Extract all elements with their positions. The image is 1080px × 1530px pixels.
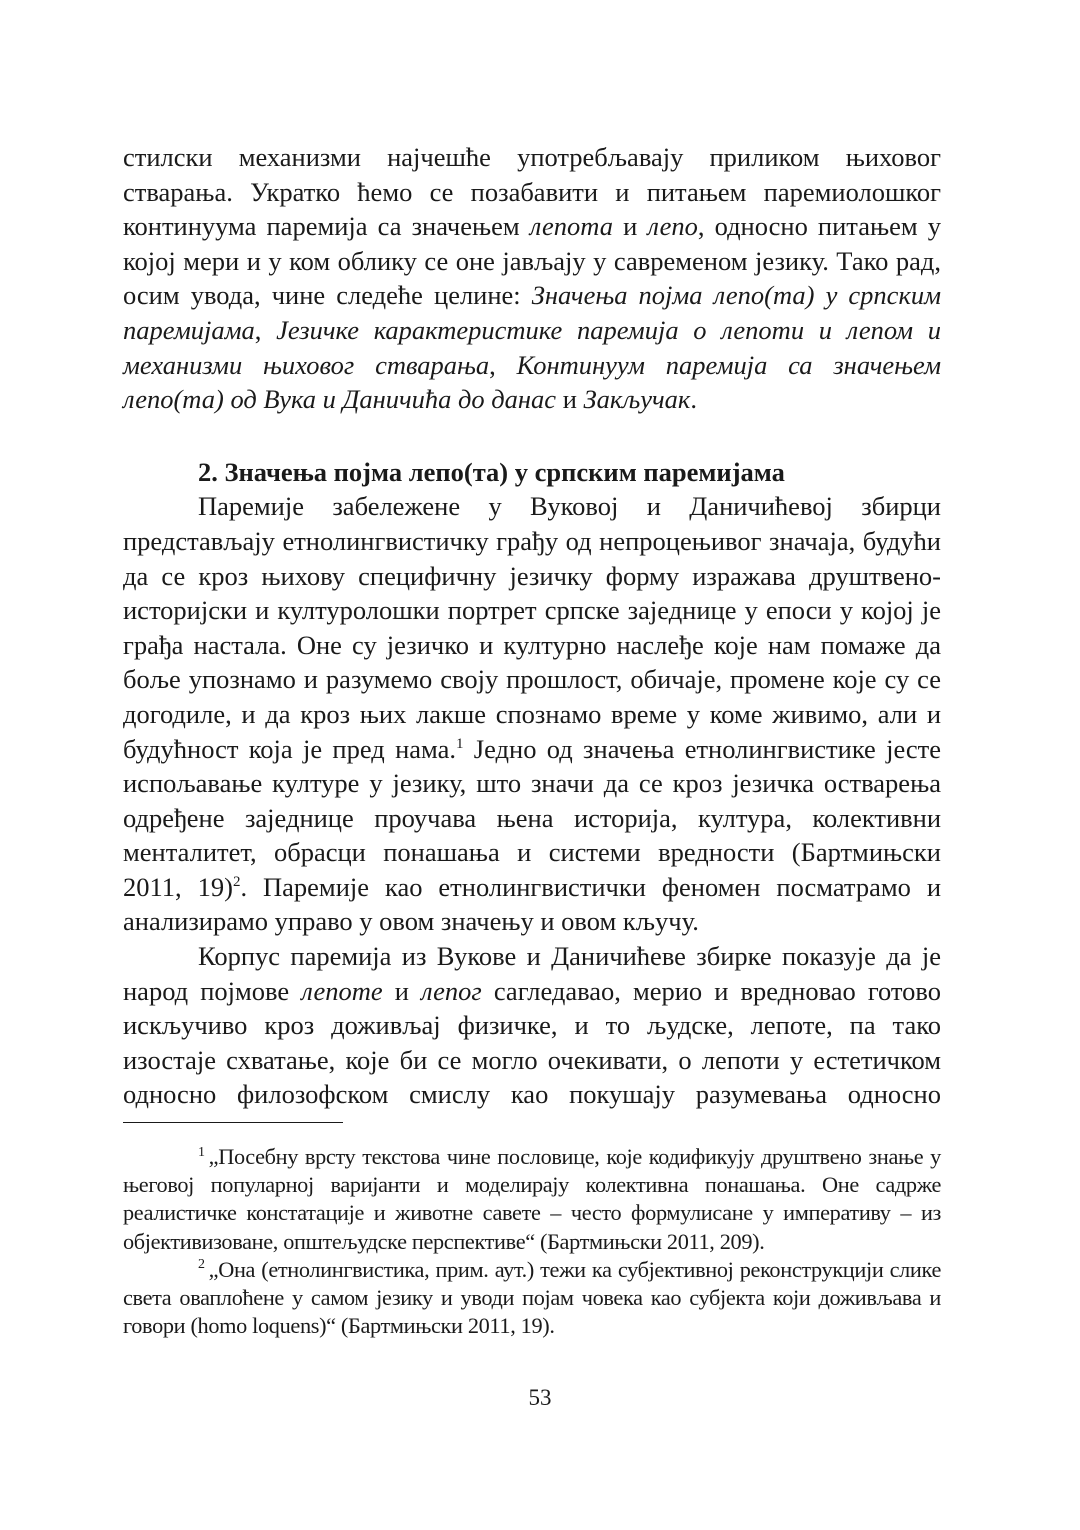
footnote-mark-2: 2 xyxy=(198,1257,205,1273)
footnote-mark-1: 1 xyxy=(198,1144,205,1160)
footnote-ref-2[interactable]: 2 xyxy=(232,874,241,891)
footnotes xyxy=(123,1143,941,1340)
paragraph-ethnolinguistic: Паремије забележене у Вуковој и Даничићевој збирци представљају етнолингвистичку грађу од непроцењивог значаја, будући да се кроз њихову специфичну језичку форму изражава друштвено-историјски и културолошки портрет српске заједнице у епоси у којој је грађа настала. Оне су језичко и културно наслеђе које нам помаже да боље упознамо и разумемо своју прошлост, обичаје, промене које су се догодиле, и да кроз њих лакше спознамо време у коме живимо, али и будућност која је пред нама.$^1$ Једно од значења етнолингвистике јесте испољавање културе у језику, што значи да се кроз језичка остварења одређене заједнице проучава њена историја, култура, колективни менталитет, обрасци понашања и системи вредности (Бартмињски 2011, 19)$^2$. Паремије као етнолингвистички феномен посматрамо и анализирамо управо у овом значењу и овом кључу. xyxy=(123,491,941,937)
page-number: 53 xyxy=(528,1385,552,1410)
paragraph-intro-continued: стилски механизми најчешће употребљавају приликом њиховог стварања. Укратко ћемо се позабавити и питањем паремиолошког континуума паремија са значењем лепота и лепо, односно питањем у којој мери и у ком облику се оне јављају у савременом језику. Тако рад, осим увода, чине следеће целине: Значења појма лепо(та) у српским паремијама, Језичке карактеристике паремија о лепоти и лепом и механизми њиховог стварања, Континуум паремија са значењем лепо(та) од Вука и Даничића до данас и Закључак. xyxy=(123,142,942,415)
footnote-2: $^2$ „Она (етнолингвистика, прим. аут.) тежи ка субјективној реконструкцији слике света оваплоћене у самом језику и уводи појам човека као субјекта који доживљава и говори (homo loquens)“ (Бартмињски 2011, 19). xyxy=(123,1256,941,1339)
footnote-divider xyxy=(123,1122,343,1123)
paragraph-corpus: Корпус паремија из Вукове и Даничићеве збирке показује да је народ појмове лепоте и лепог сагледавао, мерио и вредновао готово искључиво кроз доживљај физичке, и то људске, лепоте, па тако изостаје схватање, које би се могло очекивати, о лепоти у естетичком односно филозофском смислу као покушају разумевања односно xyxy=(123,941,941,1110)
footnote-1: $^1$ „Посебну врсту текстова чине пословице, које кодификују друштвено знање у његовој популарној варијанти и моделирају колективна понашања. Оне садрже реалистичке констатације и животне савете – често формулисане у императиву – из објективизоване, општељудске перспективе“ (Бартмињски 2011, 209). xyxy=(123,1144,941,1254)
footnote-ref-1[interactable]: 1 xyxy=(456,735,464,752)
section-heading: 2. Значења појма лепо(та) у српским паремијама xyxy=(198,456,785,487)
main-text xyxy=(123,140,941,1112)
